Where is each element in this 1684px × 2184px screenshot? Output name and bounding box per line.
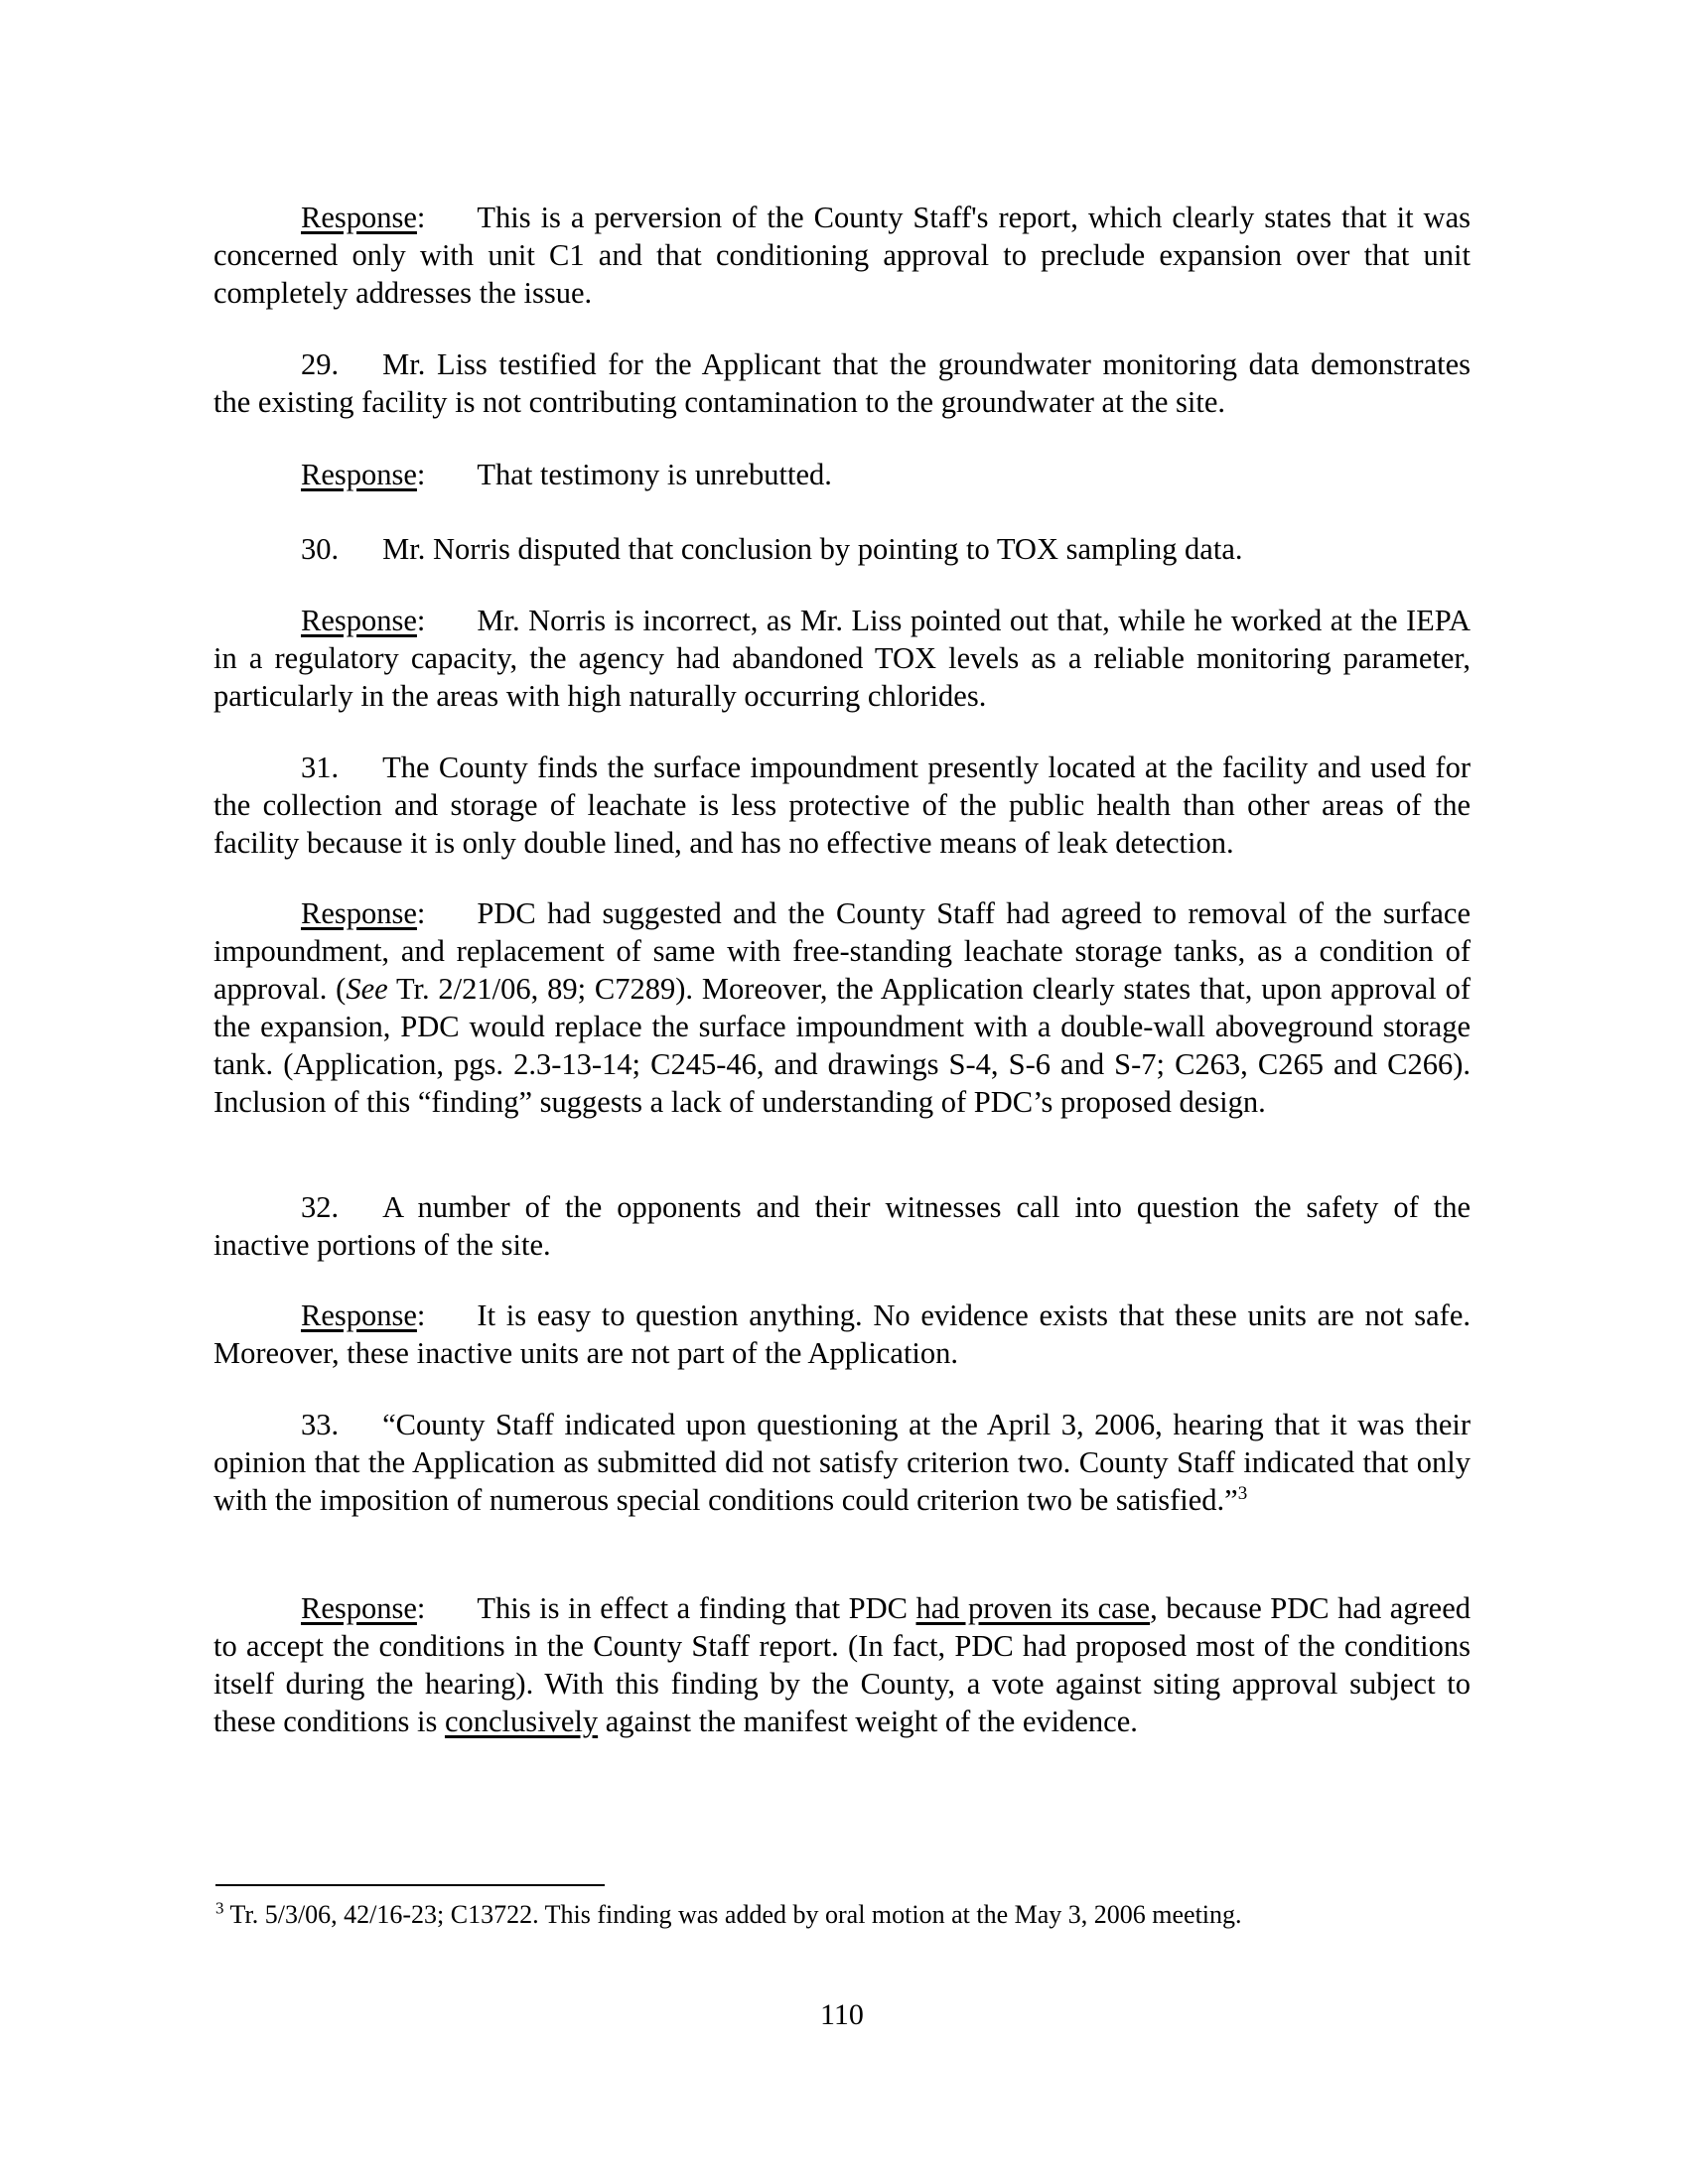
response-paragraph: Response: Mr. Norris is incorrect, as Mr. Liss pointed out that, while he worked at the IEPA in a regulatory capacity, the agency had abandoned TOX levels as a reliable monitoring parameter, particularly in the areas with high naturally occurring chlorides. [213, 604, 1471, 713]
paragraph-text: Mr. Norris is incorrect, as Mr. Liss pointed out that, while he worked at the IEPA in a regulatory capacity, the agency had abandoned TOX levels as a reliable monitoring parameter, particularly in the areas with high naturally occurring chlorides. [213, 604, 1471, 713]
footnote-reference: 3 [1237, 1482, 1248, 1504]
paragraph-text: Mr. Norris disputed that conclusion by pointing to TOX sampling data. [382, 532, 1243, 566]
response-label: Response [301, 1298, 417, 1332]
paragraph-text: A number of the opponents and their witnesses call into question the safety of the inactive portions of the site. [213, 1190, 1471, 1262]
paragraph-number: 30. [301, 532, 340, 566]
paragraph-text: The County finds the surface impoundment presently located at the facility and used for the collection and storage of leachate is less protective of the public health than other areas of the facility because it is only double lined, and has no effective means of leak detection. [213, 751, 1471, 860]
numbered-paragraph-32 [213, 1188, 1471, 1264]
paragraph-text: PDC had suggested and the County Staff had agreed to removal of the surface impoundment, and replacement of same with free-standing leachate storage tanks, as a condition of approval. ( [213, 896, 1471, 1006]
underlined-phrase: had proven its case [915, 1591, 1151, 1625]
response-paragraph: Response: This is in effect a finding that PDC had proven its case, because PDC had agreed to accept the conditions in the County Staff report. (In fact, PDC had proposed most of the conditions itself during the hearing). With this finding by the County, a vote against siting approval subject to these conditions is conclusively against the manifest weight of the evidence. [213, 1591, 1471, 1738]
paragraph-text: Mr. Liss testified for the Applicant that the groundwater monitoring data demonstrates the existing facility is not contributing contamination to the groundwater at the site. [213, 347, 1471, 419]
response-paragraph: Response: That testimony is unrebutted. [301, 458, 832, 491]
paragraph-text: This is in effect a finding that PDC [477, 1591, 916, 1625]
paragraph-number: 32. [301, 1190, 340, 1224]
paragraph-number: 31. [301, 751, 340, 784]
paragraph-text: It is easy to question anything. No evidence exists that these units are not safe. Moreover, these inactive units are not part of the Application. [213, 1298, 1471, 1370]
numbered-paragraph-31 [213, 749, 1471, 862]
paragraph-text: against the manifest weight of the evidence. [598, 1705, 1138, 1738]
response-label: Response [301, 458, 417, 491]
numbered-paragraph-29 [213, 345, 1471, 421]
numbered-paragraph-30 [213, 530, 1471, 568]
response-label: Response [301, 896, 417, 930]
paragraph-text: Tr. 2/21/06, 89; C7289). Moreover, the Application clearly states that, upon approval of the expansion, PDC would replace the surface impoundment with a double-wall aboveground storage tank. (Application, pgs. 2.3-13-14; C245-46, and drawings S-4, S-6 and S-7; C263, C265 and C266). Inclusion of this “finding” suggests a lack of understanding of PDC’s proposed design. [213, 972, 1471, 1119]
page-number: 110 [820, 1998, 864, 2031]
footnote-divider [215, 1884, 605, 1886]
response-label: Response [301, 1591, 417, 1625]
response-paragraph: Response: It is easy to question anything. No evidence exists that these units are not safe. Moreover, these inactive units are not part of the Application. [213, 1298, 1471, 1370]
paragraph-text: “County Staff indicated upon questioning at the April 3, 2006, hearing that it was their opinion that the Application as submitted did not satisfy criterion two. County Staff indicated that only with the imposition of numerous special conditions could criterion two be satisfied.” [213, 1408, 1471, 1517]
paragraph-number: 33. [301, 1408, 340, 1441]
response-paragraph: Response: This is a perversion of the County Staff's report, which clearly states that it was concerned only with unit C1 and that conditioning approval to preclude expansion over that unit completely addresses the issue. [213, 201, 1471, 310]
footnote [215, 1899, 1476, 1931]
response-label: Response [301, 201, 417, 234]
paragraph-text: , because PDC had agreed to accept the conditions in the County Staff report. (In fact, PDC had proposed most of the conditions itself during the hearing). With this finding by the County, a vote against siting approval subject to these conditions is [213, 1591, 1471, 1738]
paragraph-text: This is a perversion of the County Staff's report, which clearly states that it was concerned only with unit C1 and that conditioning approval to preclude expansion over that unit completely addresses the issue. [213, 201, 1471, 310]
paragraph-number: 29. [301, 347, 340, 381]
footnote-marker: 3 [215, 1898, 224, 1918]
paragraph-text: That testimony is unrebutted. [477, 458, 832, 491]
response-label: Response [301, 604, 417, 637]
see-citation: See [346, 972, 388, 1006]
numbered-paragraph-33 [213, 1406, 1471, 1519]
underlined-phrase: conclusively [444, 1705, 599, 1738]
footnote-text: Tr. 5/3/06, 42/16-23; C13722. This finding was added by oral motion at the May 3, 2006 meeting. [223, 1900, 1242, 1929]
response-paragraph: Response: PDC had suggested and the County Staff had agreed to removal of the surface impoundment, and replacement of same with free-standing leachate storage tanks, as a condition of approval. (See Tr. 2/21/06, 89; C7289). Moreover, the Application clearly states that, upon approval of the expansion, PDC would replace the surface impoundment with a double-wall aboveground storage tank. (Application, pgs. 2.3-13-14; C245-46, and drawings S-4, S-6 and S-7; C263, C265 and C266). Inclusion of this “finding” suggests a lack of understanding of PDC’s proposed design. [213, 896, 1471, 1119]
